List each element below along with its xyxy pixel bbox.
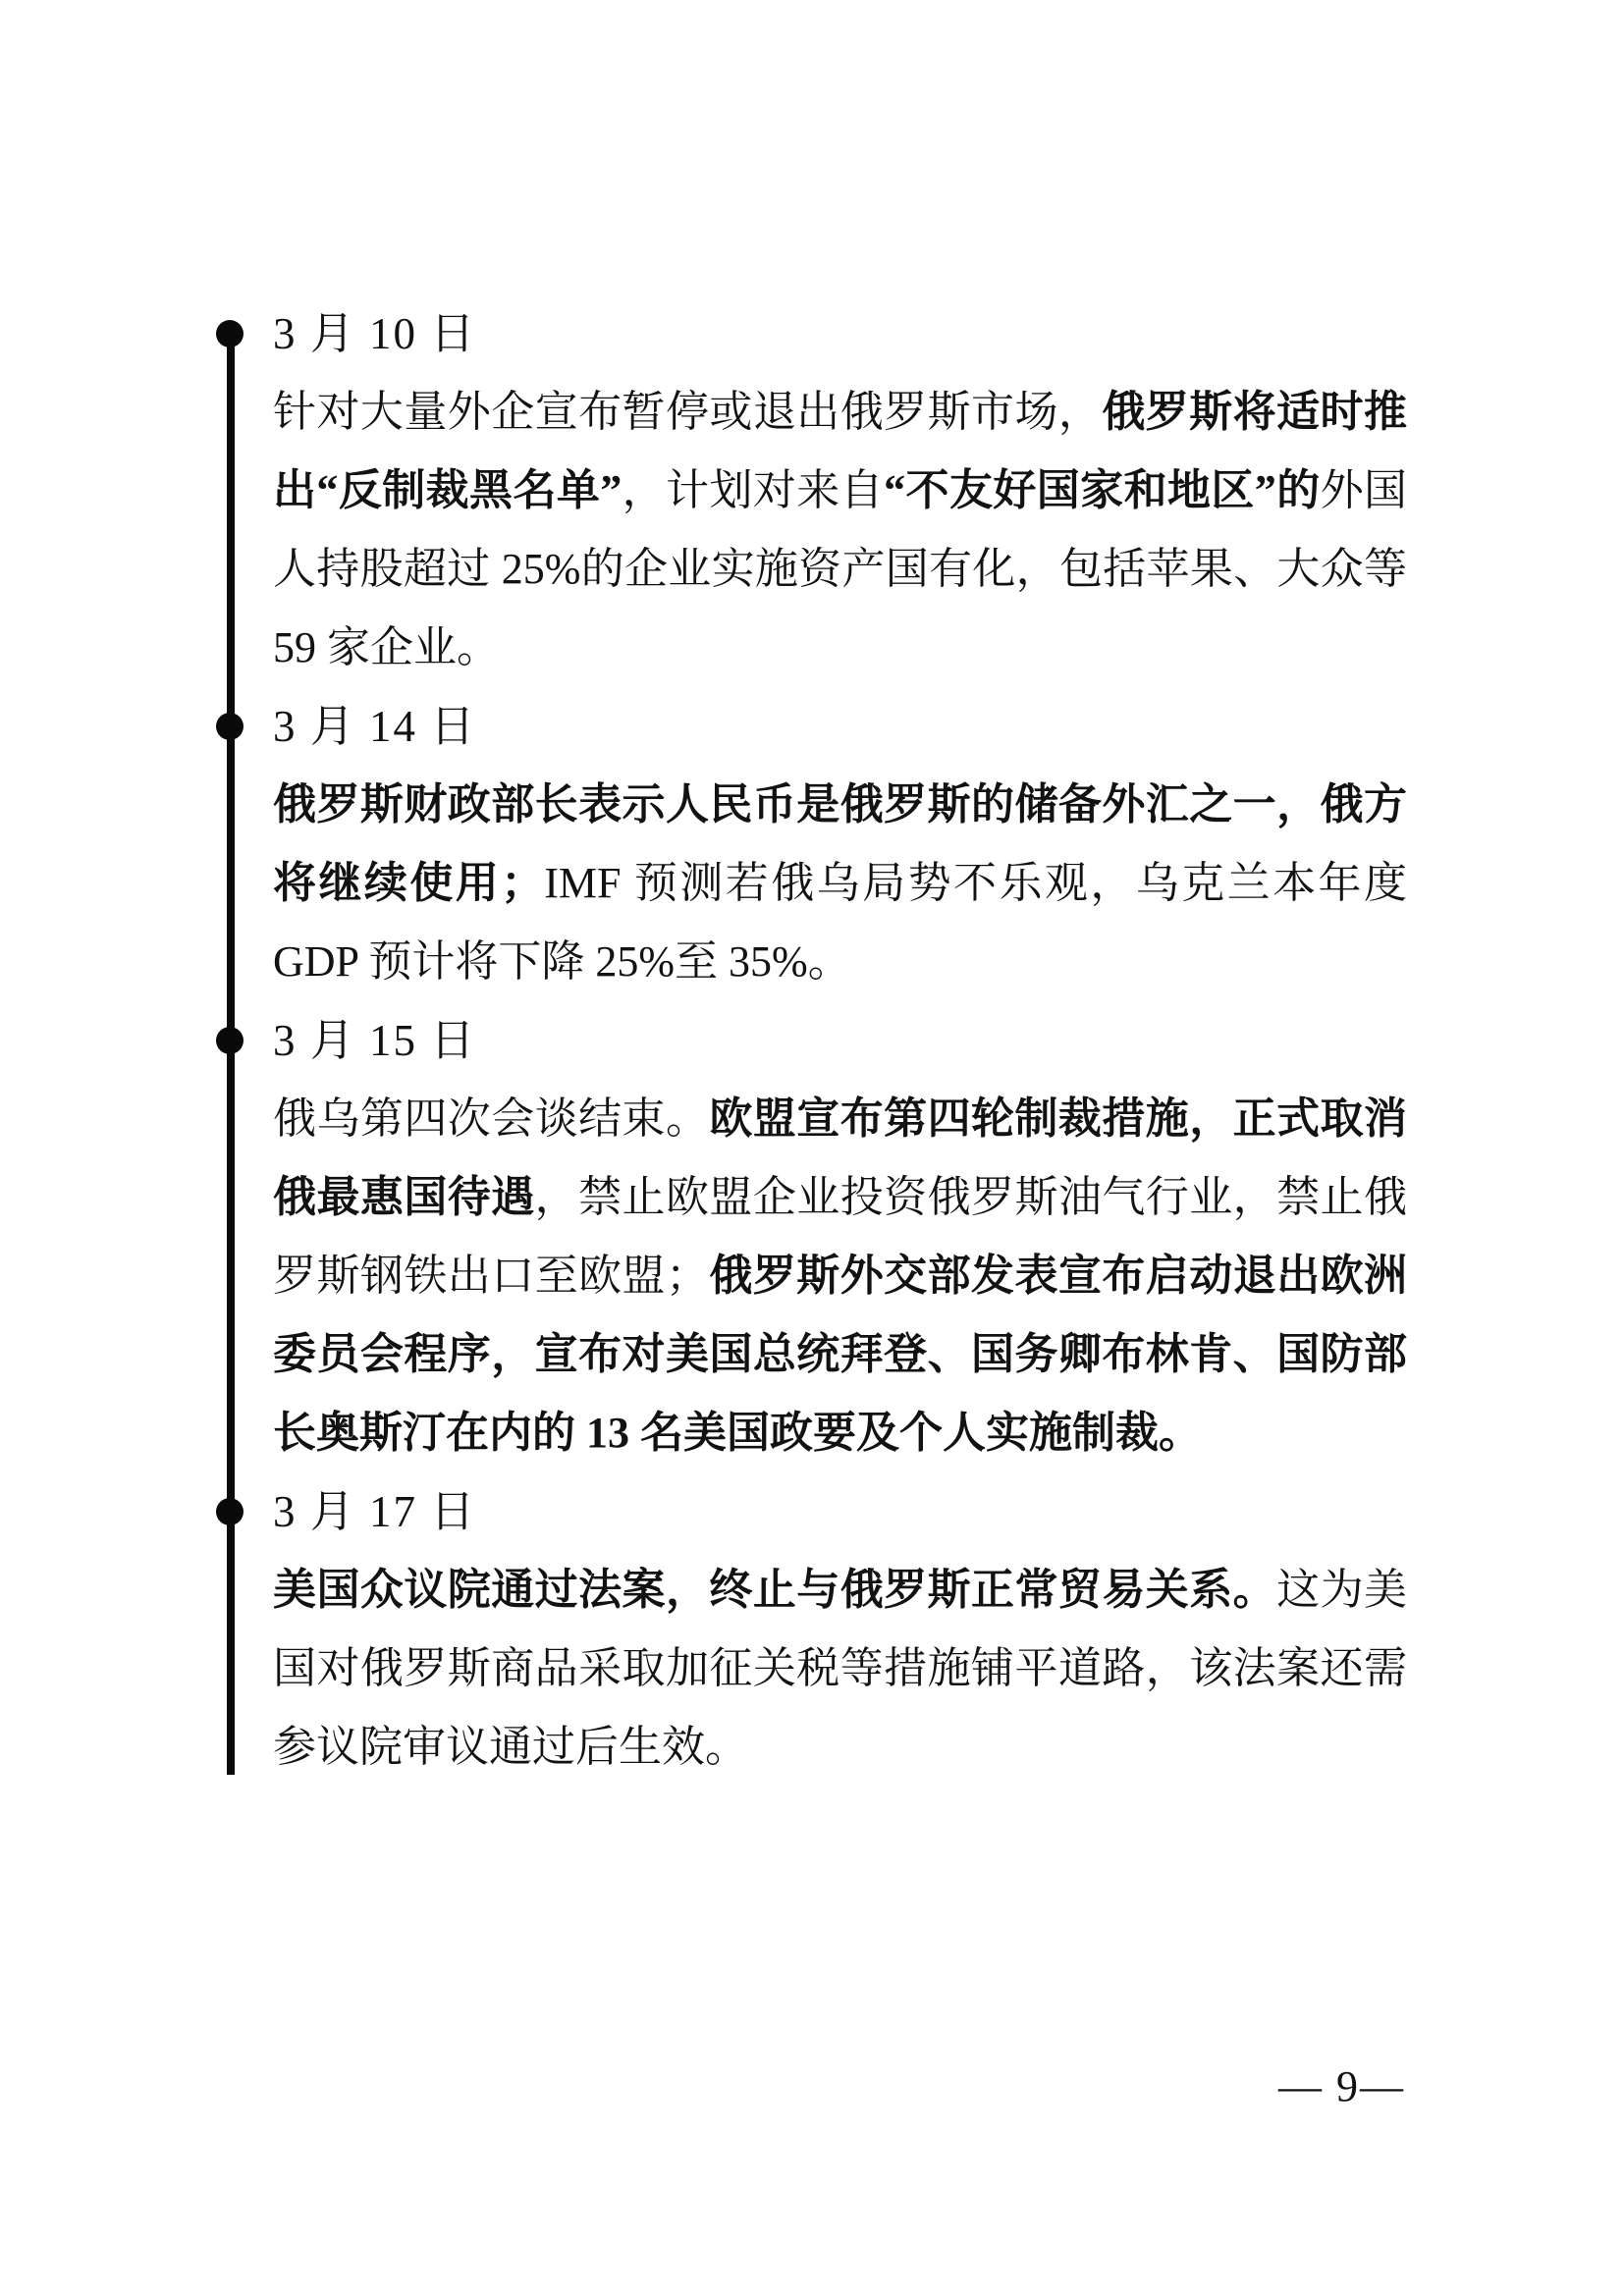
text-run: IMF 预测若俄乌局势不乐观，乌克兰本年度 GDP 预计将下降 25%至 35%。 [273, 859, 1407, 986]
timeline-entry [273, 1001, 1407, 1472]
text-run: 俄罗斯财政部长表示人民币是俄罗斯的储备外汇之一，俄方将继续使用； [273, 780, 1407, 907]
entry-body [273, 1080, 1407, 1472]
entry-date [273, 1472, 1407, 1551]
timeline-bullet-icon [216, 320, 244, 347]
entry-date-text: 3 月 10 日 [273, 309, 477, 358]
timeline-entry [273, 294, 1407, 687]
entry-date [273, 687, 1407, 766]
timeline [273, 294, 1407, 1787]
entry-date [273, 294, 1407, 373]
entry-body [273, 766, 1407, 1001]
timeline-bullet-icon [216, 713, 244, 740]
entry-body [273, 373, 1407, 687]
text-run: ，禁止欧盟企业投资俄罗斯油气行业，禁止俄罗斯钢铁出口至欧盟； [273, 1173, 1407, 1300]
text-run: 欧盟宣布第四轮制裁措施，正式取消俄最惠国待遇 [273, 1095, 1408, 1221]
text-run: “不友好国家和地区”的 [884, 466, 1321, 514]
entry-body [273, 1551, 1407, 1787]
timeline-bullet-icon [216, 1498, 244, 1525]
entry-date-text: 3 月 14 日 [273, 702, 477, 751]
text-run: ，计划对来自 [622, 466, 885, 514]
timeline-line [227, 339, 235, 1775]
timeline-bullet-icon [216, 1027, 244, 1054]
entry-date-text: 3 月 15 日 [273, 1016, 477, 1065]
text-run: 俄乌第四次会谈结束。 [273, 1095, 710, 1143]
text-run: 针对大量外企宣布暂停或退出俄罗斯市场， [273, 388, 1103, 436]
timeline-entry [273, 1472, 1407, 1787]
text-run: 这为美国对俄罗斯商品采取加征关税等措施铺平道路，该法案还需参议院审议通过后生效。 [273, 1566, 1408, 1771]
timeline-entry [273, 687, 1407, 1001]
text-run: 俄罗斯外交部发表宣布启动退出欧洲委员会程序，宣布对美国总统拜登、国务卿布林肯、国防部长奥斯汀在内的 13 名美国政要及个人实施制裁。 [273, 1252, 1408, 1457]
page-number: — 9— [1278, 2062, 1405, 2110]
text-run: 美国众议院通过法案，终止与俄罗斯正常贸易关系。 [273, 1566, 1277, 1614]
entry-date-text: 3 月 17 日 [273, 1487, 477, 1536]
text-run: 外国人持股超过 25%的企业实施资产国有化，包括苹果、大众等 59 家企业。 [273, 466, 1408, 671]
entry-date [273, 1001, 1407, 1080]
text-run: 俄罗斯将适时推出“反制裁黑名单” [273, 388, 1407, 514]
